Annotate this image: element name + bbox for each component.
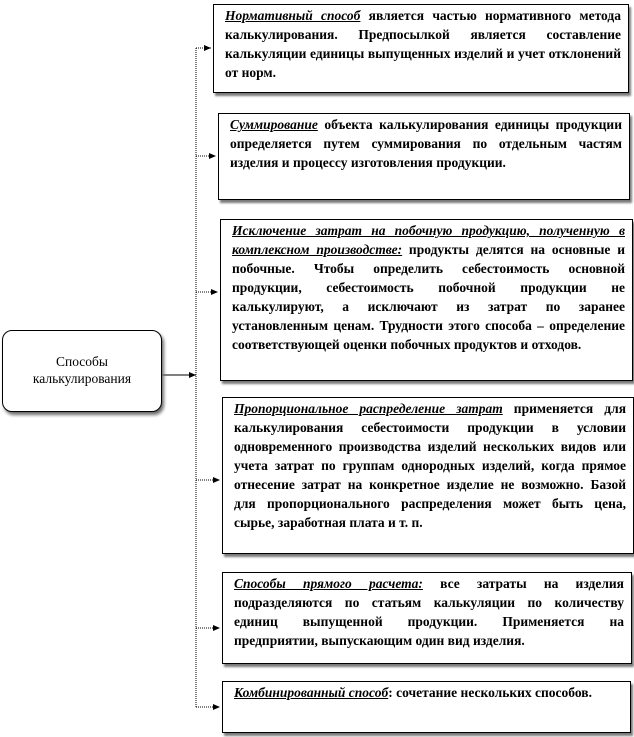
root-label-line2: калькулирования: [32, 371, 132, 386]
method-text: продукты делятся на основные и побочные. Чтобы определить себестоимость основной продукции, себестоимость побочной продукции не калькулируют, а исключают из затрат по заранее установленным ценам. Трудности этого способа – определение соответствующей оценки побочных продуктов и отходов.: [232, 242, 625, 352]
root-node: [2, 330, 162, 412]
method-text: все затраты на изделия подразделяются по статьям калькуляции по количеству единиц выпущенной продукции. Применяется на предприятии, выпускающим один вид изделия.: [234, 576, 624, 648]
method-box-exclusion: [220, 219, 633, 381]
method-term: Нормативный способ: [225, 8, 361, 23]
root-label-line1: Способы: [55, 354, 108, 370]
method-term: Исключение затрат на побочную продукцию, полученную в комплексном производстве:: [232, 223, 625, 257]
method-term: Способы прямого расчета:: [234, 576, 423, 591]
method-text: объекта калькулирования единицы продукции определяется путем суммирования по отдельным частям изделия и процессу изготовления продукции.: [230, 117, 622, 170]
method-box-normative: [213, 4, 629, 93]
method-term: Пропорциональное распределение затрат: [234, 401, 503, 416]
method-box-direct-calculation: [222, 572, 632, 664]
method-text: применяется для калькулирования себестоимости продукции в условии одновременного производства изделий нескольких видов или учета затрат по группам однородных изделий, когда прямое отнесение затрат на конкретное изделие не возможно. Базой для пропорционального распределения может быть цена, сырье, заработная плата и т. п.: [234, 401, 627, 530]
method-term: Суммирование: [230, 117, 318, 132]
method-box-combined: [222, 681, 631, 733]
method-text: : сочетание нескольких способов.: [388, 685, 592, 700]
method-text: является частью нормативного метода калькулирования. Предпосылкой является составление калькуляции единицы выпущенных изделий и учет отклонений от норм.: [225, 8, 621, 80]
method-term: Комбинированный способ: [234, 685, 389, 700]
method-box-proportional: [222, 397, 634, 554]
method-box-summation: [218, 113, 630, 200]
